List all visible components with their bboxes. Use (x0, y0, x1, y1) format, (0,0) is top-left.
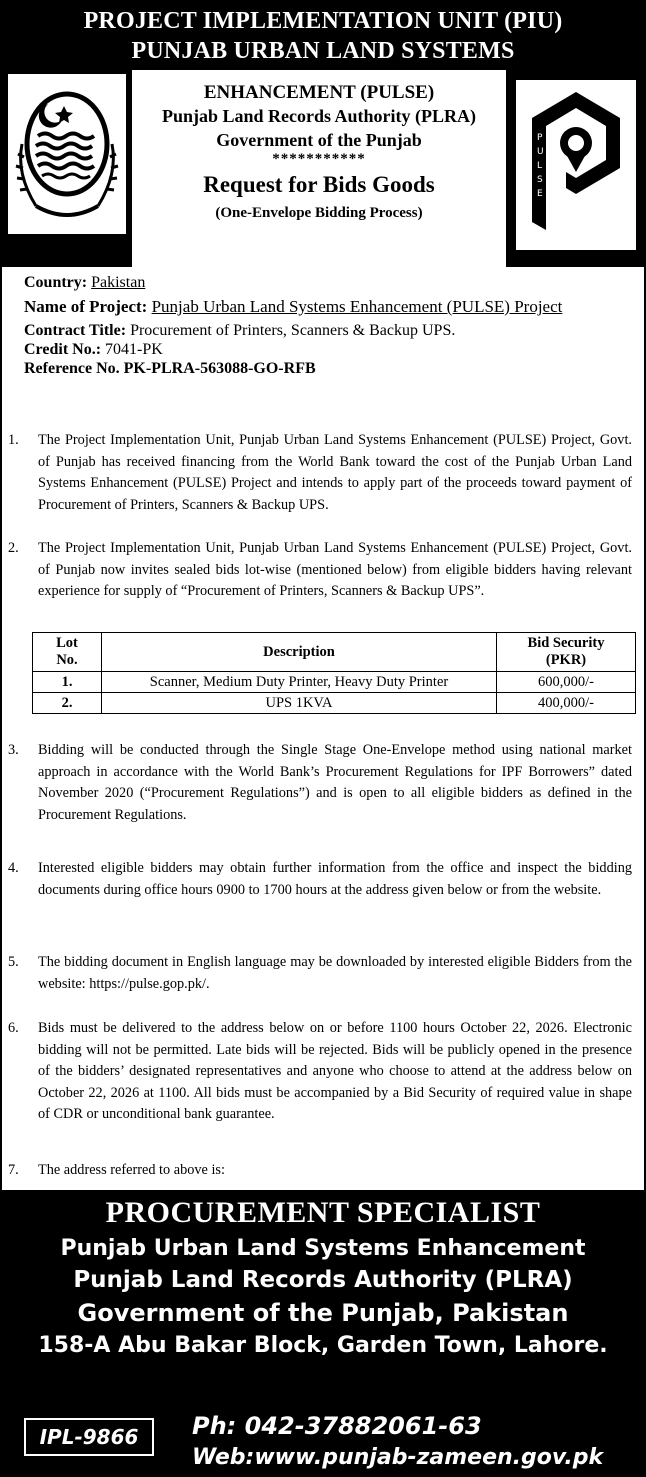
project-value: Punjab Urban Land Systems Enhancement (PULSE) Project (151, 297, 563, 316)
lot-description: UPS 1KVA (102, 693, 497, 714)
notice-subtitle: (One-Envelope Bidding Process) (215, 205, 423, 221)
ipl-badge: IPL-9866 (24, 1418, 154, 1456)
project-row (24, 297, 628, 317)
credit-value: 7041-PK (105, 341, 163, 358)
paragraph-text: The bidding document in English language may be downloaded by interested eligible Bidders from the website: https://pulse.gop.pk/. (38, 954, 632, 992)
header-title-line2: PUNJAB URBAN LAND SYSTEMS (131, 38, 515, 64)
footer-address: 158-A Abu Bakar Block, Garden Town, Lahore. (38, 1333, 608, 1358)
paragraph-number: 2. (8, 540, 19, 556)
header-center-panel (132, 70, 506, 267)
paragraph-number: 5. (8, 954, 19, 970)
lot-number: 2. (33, 693, 102, 714)
paragraph-text: The Project Implementation Unit, Punjab Urban Land Systems Enhancement (PULSE) Project, Govt. of Punjab now invites sealed bids lot-wise (mentioned below) from eligible bidders having relevant experience for supply of “Procurement of Printers, Scanners & Backup UPS”. (38, 540, 632, 599)
lot-number: 1. (33, 672, 102, 693)
bid-security-header (497, 633, 636, 672)
footer-phone: Ph: 042-37882061-63 (192, 1412, 482, 1440)
reference-value: PK-PLRA-563088-GO-RFB (123, 360, 316, 377)
paragraph-1 (8, 430, 632, 516)
header-stars: *********** (272, 151, 366, 167)
contract-row (24, 322, 628, 340)
bid-security-header-line2: (PKR) (545, 652, 587, 668)
paragraph-number: 6. (8, 1020, 19, 1036)
header-line3: ENHANCEMENT (PULSE) (203, 82, 435, 103)
paragraph-number: 7. (8, 1162, 19, 1178)
footer-line3: Government of the Punjab, Pakistan (77, 1299, 569, 1327)
notice-title: Request for Bids Goods (203, 172, 435, 197)
notice-meta (24, 274, 628, 383)
paragraph-3 (8, 740, 632, 826)
paragraph-text: Bidding will be conducted through the Single Stage One-Envelope method using national market approach in accordance with the World Bank’s Procurement Regulations for IPF Borrowers” dated November 2020 (“Procurement Regulations”) and is open to all eligible bidders as defined in the Procurement Regulations. (38, 742, 632, 823)
lots-table (32, 632, 636, 714)
lot-description: Scanner, Medium Duty Printer, Heavy Duty Printer (102, 672, 497, 693)
paragraph-text: Interested eligible bidders may obtain further information from the office and inspect the bidding documents during office hours 0900 to 1700 hours at the address given below or from the website. (38, 860, 632, 898)
footer-line1: Punjab Urban Land Systems Enhancement (60, 1236, 586, 1261)
table-header-row (33, 633, 636, 672)
lot-security: 400,000/- (497, 693, 636, 714)
table-row (33, 693, 636, 714)
paragraph-4 (8, 858, 632, 901)
table-row (33, 672, 636, 693)
lot-security: 600,000/- (497, 672, 636, 693)
credit-row (24, 341, 628, 359)
footer-line2: Punjab Land Records Authority (PLRA) (73, 1267, 573, 1293)
paragraph-number: 1. (8, 432, 19, 448)
reference-label: Reference No. (24, 360, 120, 377)
paragraph-text: The address referred to above is: (38, 1162, 225, 1178)
punjab-emblem-icon (8, 74, 126, 234)
header (2, 2, 644, 267)
lot-header (33, 633, 102, 672)
footer (2, 1190, 644, 1475)
pulse-logo-icon (516, 80, 636, 250)
country-value: Pakistan (91, 274, 146, 291)
pulse-logo-text: P U L S E (537, 133, 544, 199)
contract-value: Procurement of Printers, Scanners & Backup UPS. (130, 322, 456, 339)
lot-header-line1: Lot (56, 635, 78, 651)
description-header: Description (102, 633, 497, 672)
project-label: Name of Project: (24, 297, 148, 316)
header-line4: Punjab Land Records Authority (PLRA) (161, 106, 477, 126)
paragraph-5 (8, 952, 632, 995)
paragraph-2 (8, 538, 632, 603)
paragraph-number: 4. (8, 860, 19, 876)
bid-security-header-line1: Bid Security (527, 635, 605, 651)
lot-header-line2: No. (56, 652, 78, 668)
paragraph-number: 3. (8, 742, 19, 758)
header-line5: Government of the Punjab (216, 130, 422, 150)
footer-website: Web:www.punjab-zameen.gov.pk (192, 1445, 604, 1470)
header-title-line1: PROJECT IMPLEMENTATION UNIT (PIU) (83, 8, 563, 34)
paragraph-7 (8, 1160, 632, 1182)
paragraph-text: The Project Implementation Unit, Punjab Urban Land Systems Enhancement (PULSE) Project, Govt. of Punjab has received financing from the World Bank toward the cost of the Punjab Urban Land Systems Enhancement (PULSE) Project and intends to apply part of the proceeds toward payment of Procurement of Printers, Scanners & Backup UPS. (38, 432, 632, 513)
footer-title: PROCUREMENT SPECIALIST (105, 1196, 541, 1229)
paragraph-6 (8, 1018, 632, 1126)
country-label: Country: (24, 274, 88, 291)
contract-label: Contract Title: (24, 322, 127, 339)
reference-row (24, 360, 628, 378)
credit-label: Credit No.: (24, 341, 102, 358)
paragraph-text: Bids must be delivered to the address below on or before 1100 hours October 22, 2026. Electronic bidding will not be permitted. Late bids will be rejected. Bids will be publicly opened in the presence of the bidders’ designated representatives and anyone who choose to attend at the address below on October 22, 2026 at 1100. All bids must be accompanied by a Bid Security of required value in shape of CDR or unconditional bank guarantee. (38, 1020, 632, 1122)
country-row (24, 274, 628, 292)
